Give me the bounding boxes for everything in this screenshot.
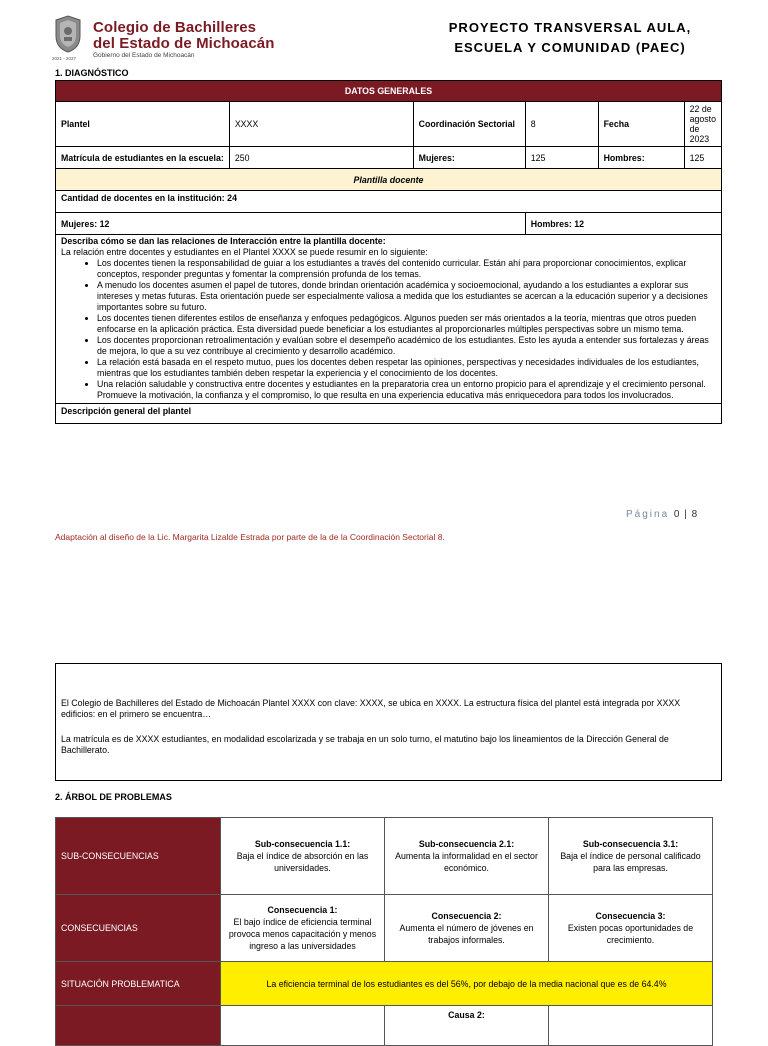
descripcion-plantel-box bbox=[55, 663, 722, 781]
relaciones-label: Describa cómo se dan las relaciones de Interacción entre la plantilla docente: bbox=[61, 236, 386, 246]
mujeres-value: 125 bbox=[525, 147, 598, 169]
relaciones-intro: La relación entre docentes y estudiantes en el Plantel XXXX se puede resumir en lo siguiente: bbox=[61, 247, 428, 257]
consecuencias-label: CONSECUENCIAS bbox=[56, 895, 221, 962]
plantilla-docente-heading: Plantilla docente bbox=[56, 169, 722, 191]
mujeres-label: Mujeres: bbox=[413, 147, 525, 169]
matricula-label: Matrícula de estudiantes en la escuela: bbox=[56, 147, 230, 169]
project-title-line1: PROYECTO TRANSVERSAL AULA, bbox=[448, 20, 692, 35]
docentes-hombres: Hombres: 12 bbox=[525, 213, 721, 235]
descripcion-p2: La matrícula es de XXXX estudiantes, en modalidad escolarizada y se trabaja en un solo turno, el matutino bajo los lineamientos de la Dirección General de Bachillerato. bbox=[61, 734, 669, 755]
list-item: • La relación está basada en el respeto mutuo, pues los docentes deben respetar las opiniones, perspectivas y necesidades individuales de los estudiantes, mientras que los estudiantes también deben respetar la experiencia y el conocimiento de los docentes. bbox=[97, 357, 716, 379]
list-item: • Los docentes proporcionan retroalimentación y evalúan sobre el desempeño académico de los estudiantes. Esto les ayuda a entender sus fortalezas y áreas de mejora, lo que a su vez contribuye al crecimiento y desarrollo académico. bbox=[97, 335, 716, 357]
consecuencia-cell bbox=[549, 895, 713, 962]
sub-title: Sub-consecuencia 1.1: bbox=[254, 839, 351, 849]
logo-years: 2021 - 2027 bbox=[52, 56, 77, 61]
list-item: • Los docentes tienen la responsabilidad de guiar a los estudiantes a través del contenido curricular. Están ahí para proporcionar conocimientos, explicar conceptos, responder preguntas y fomentar la comprensión profunda de los temas. bbox=[97, 258, 716, 280]
coat-of-arms-logo bbox=[52, 14, 84, 54]
cons-text: Aumenta el número de jóvenes en trabajos informales. bbox=[399, 923, 534, 945]
org-subtitle: Gobierno del Estado de Michoacán bbox=[93, 52, 195, 59]
cons-text: Existen pocas oportunidades de crecimiento. bbox=[567, 923, 694, 945]
page-word: Página bbox=[626, 509, 670, 520]
sub-consecuencias-label: SUB-CONSECUENCIAS bbox=[56, 818, 221, 895]
docentes-count: Cantidad de docentes en la institución: 24 bbox=[56, 191, 722, 213]
plantel-value: XXXX bbox=[229, 102, 413, 147]
sub-title: Sub-consecuencia 3.1: bbox=[582, 839, 679, 849]
datos-generales-heading: DATOS GENERALES bbox=[56, 81, 722, 102]
datos-generales-table bbox=[55, 80, 722, 424]
causa-cell bbox=[221, 1006, 385, 1046]
consecuencia-cell bbox=[221, 895, 385, 962]
descripcion-p1: El Colegio de Bachilleres del Estado de Michoacán Plantel XXXX con clave: XXXX, se ubica en XXXX. La estructura física del plantel está integrada por XXXX edificios: en el primero se encuentra… bbox=[61, 698, 681, 719]
docentes-mujeres: Mujeres: 12 bbox=[56, 213, 526, 235]
coord-value: 8 bbox=[525, 102, 598, 147]
relaciones-cell bbox=[56, 235, 722, 404]
cons-text: El bajo índice de eficiencia terminal provoca menos capacitación y menos ingreso a las universidades bbox=[228, 917, 377, 951]
descripcion-label: Descripción general del plantel bbox=[56, 404, 722, 424]
causa-title: Causa 2: bbox=[448, 1010, 485, 1020]
page-number bbox=[626, 509, 698, 520]
sub-consecuencia-cell bbox=[385, 818, 549, 895]
sub-text: Baja el índice de absorción en las universidades. bbox=[236, 851, 369, 873]
project-title bbox=[440, 18, 700, 58]
org-name-line2: del Estado de Michoacán bbox=[93, 35, 275, 52]
coord-label: Coordinación Sectorial bbox=[413, 102, 525, 147]
fecha-value: 22 de agosto de 2023 bbox=[684, 102, 721, 147]
page-num: 0 | 8 bbox=[673, 509, 699, 520]
fecha-label: Fecha bbox=[598, 102, 684, 147]
sub-consecuencia-cell bbox=[549, 818, 713, 895]
hombres-label: Hombres: bbox=[598, 147, 684, 169]
cons-title: Consecuencia 1: bbox=[267, 905, 338, 915]
cons-title: Consecuencia 2: bbox=[431, 911, 502, 921]
sub-text: Baja el índice de personal calificado para las empresas. bbox=[560, 851, 701, 873]
situacion-text: La eficiencia terminal de los estudiantes es del 56%, por debajo de la media nacional que es de 64.4% bbox=[221, 962, 713, 1006]
matricula-value: 250 bbox=[229, 147, 413, 169]
causa-cell bbox=[549, 1006, 713, 1046]
consecuencia-cell bbox=[385, 895, 549, 962]
plantel-label: Plantel bbox=[56, 102, 230, 147]
section-arbol-title: 2. ÁRBOL DE PROBLEMAS bbox=[55, 792, 172, 802]
list-item: • A menudo los docentes asumen el papel de tutores, donde brindan orientación académica y socioemocional, ayudando a los estudiantes a explorar sus intereses y metas futuras. Esta orientación puede ser especialmente valiosa a medida que los estudiantes se acercan a la educación superior y a decisiones importantes sobre su futuro. bbox=[97, 280, 716, 313]
project-title-line2: ESCUELA Y COMUNIDAD (PAEC) bbox=[454, 40, 686, 55]
hombres-value: 125 bbox=[684, 147, 721, 169]
section-diagnostico-title: 1. DIAGNÓSTICO bbox=[55, 68, 129, 78]
arbol-problemas-table bbox=[55, 817, 713, 1046]
adaptation-note: Adaptación al diseño de la Lic. Margarita Lizalde Estrada por parte de la de la Coordinación Sectorial 8. bbox=[55, 532, 445, 542]
causa-cell bbox=[385, 1006, 549, 1046]
list-item: • Los docentes tienen diferentes estilos de enseñanza y enfoques pedagógicos. Algunos pueden ser más orientados a la teoría, mientras que otros pueden enfocarse en la aplicación práctica. Esta diversidad puede beneficiar a los estudiantes al proporcionarles múltiples perspectivas sobre un mismo tema. bbox=[97, 313, 716, 335]
list-item: • Una relación saludable y constructiva entre docentes y estudiantes en la preparatoria crea un entorno propicio para el aprendizaje y el crecimiento personal. Promueve la motivación, la confianza y el compromiso, lo que resulta en una experiencia educativa más enriquecedora para todos los involucrados. bbox=[97, 379, 716, 401]
sub-consecuencia-cell bbox=[221, 818, 385, 895]
sub-text: Aumenta la informalidad en el sector económico. bbox=[395, 851, 538, 873]
cons-title: Consecuencia 3: bbox=[595, 911, 666, 921]
relaciones-list bbox=[61, 258, 716, 401]
situacion-label: SITUACIÓN PROBLEMATICA bbox=[56, 962, 221, 1006]
org-name-line1: Colegio de Bachilleres bbox=[93, 19, 257, 36]
causas-label bbox=[56, 1006, 221, 1046]
sub-title: Sub-consecuencia 2.1: bbox=[418, 839, 515, 849]
